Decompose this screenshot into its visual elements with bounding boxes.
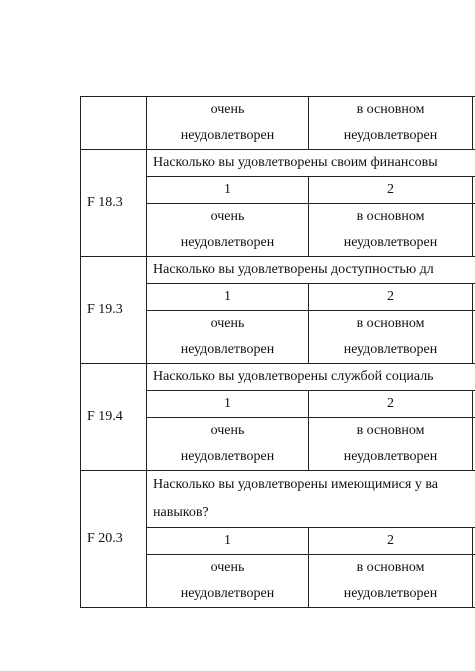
scale-option-1[interactable]: 1 bbox=[147, 391, 309, 418]
empty-code-cell bbox=[81, 97, 147, 150]
item-code: F 19.4 bbox=[81, 364, 147, 471]
scale-label-1: очень неудовлетворен bbox=[147, 97, 309, 150]
scale-label-1: очень неудовлетворен bbox=[147, 204, 309, 257]
scale-option-2[interactable]: 2 bbox=[309, 177, 473, 204]
scale-label-1: очень неудовлетворен bbox=[147, 311, 309, 364]
scale-option-1[interactable]: 1 bbox=[147, 177, 309, 204]
question-text: Насколько вы удовлетворены имеющимися у ва навыков? bbox=[147, 471, 475, 528]
table-row bbox=[81, 257, 475, 284]
item-code: F 20.3 bbox=[81, 471, 147, 608]
table-row bbox=[81, 364, 475, 391]
table-row bbox=[81, 471, 475, 528]
question-text: Насколько вы удовлетворены своим финансовы bbox=[147, 150, 475, 177]
scale-label-2: в основном неудовлетворен bbox=[309, 204, 473, 257]
scale-option-2[interactable]: 2 bbox=[309, 528, 473, 555]
scale-label-2: в основном неудовлетворен bbox=[309, 555, 473, 608]
scale-label-2: в основном неудовлетворен bbox=[309, 311, 473, 364]
table-row bbox=[81, 97, 475, 150]
survey-table bbox=[80, 96, 475, 608]
scale-label-2: в основном неудовлетворен bbox=[309, 418, 473, 471]
scale-option-2[interactable]: 2 bbox=[309, 284, 473, 311]
item-code: F 18.3 bbox=[81, 150, 147, 257]
item-code: F 19.3 bbox=[81, 257, 147, 364]
question-text: Насколько вы удовлетворены службой социаль bbox=[147, 364, 475, 391]
scale-option-1[interactable]: 1 bbox=[147, 528, 309, 555]
scale-label-2: в основном неудовлетворен bbox=[309, 97, 473, 150]
scale-label-1: очень неудовлетворен bbox=[147, 418, 309, 471]
table-row bbox=[81, 150, 475, 177]
question-text: Насколько вы удовлетворены доступностью дл bbox=[147, 257, 475, 284]
scale-option-1[interactable]: 1 bbox=[147, 284, 309, 311]
scale-label-1: очень неудовлетворен bbox=[147, 555, 309, 608]
scale-option-2[interactable]: 2 bbox=[309, 391, 473, 418]
